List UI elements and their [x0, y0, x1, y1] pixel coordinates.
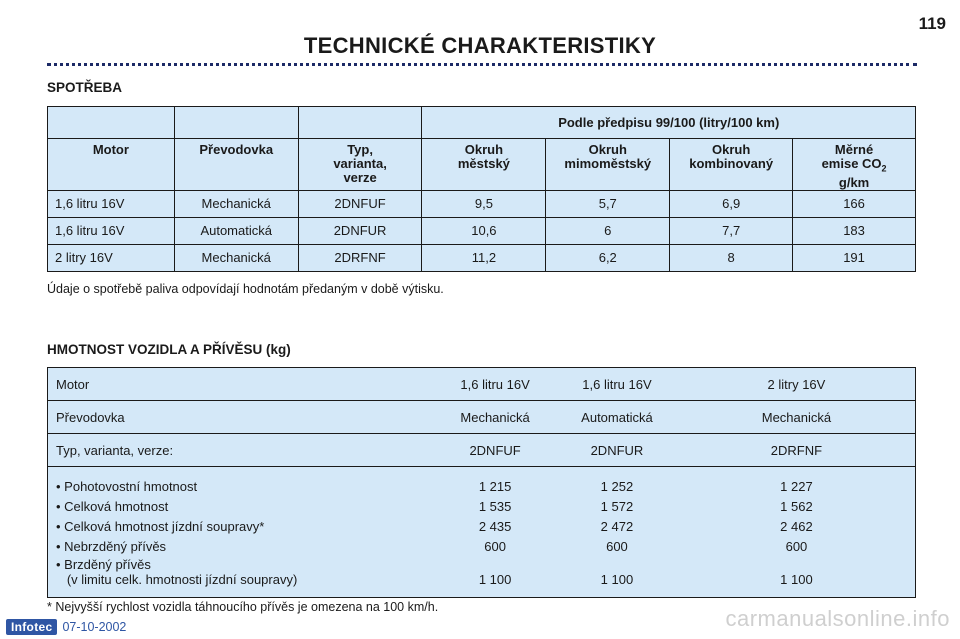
spacer — [678, 557, 915, 572]
list-item — [434, 537, 556, 557]
header-line — [546, 157, 669, 171]
list-item — [678, 497, 915, 517]
table-cell: 1,6 litru 16V — [556, 368, 678, 401]
table-cell: Automatická — [556, 401, 678, 434]
consumption-column-header — [670, 139, 793, 191]
table-cell: 6,2 — [546, 244, 670, 271]
consumption-column-header — [298, 139, 422, 191]
table-cell: 2DNFUF — [298, 190, 422, 217]
consumption-section-title: SPOTŘEBA — [47, 80, 123, 95]
header-text: g/km — [838, 174, 870, 190]
list-item — [556, 537, 678, 557]
item-value: 1 252 — [600, 479, 634, 494]
table-cell: 5,7 — [546, 190, 670, 217]
header-line — [299, 171, 422, 185]
watermark: carmanualsonline.info — [725, 606, 950, 631]
header-text: Typ, — [347, 142, 373, 157]
table-cell: 183 — [793, 217, 916, 244]
table-cell: Mechanická — [678, 401, 916, 434]
table-cell: 2DRFNF — [678, 434, 916, 467]
header-text: Okruh — [464, 142, 504, 157]
header-text: verze — [343, 170, 377, 185]
item-label: • Pohotovostní hmotnost — [56, 479, 198, 494]
table-cell: 9,5 — [422, 190, 546, 217]
item-label: • Brzděný přívěs — [56, 557, 151, 572]
header-line — [422, 143, 545, 157]
list-item — [678, 537, 915, 557]
weight-items-row — [48, 467, 916, 598]
header-text: mimoměstský — [564, 156, 652, 171]
list-item — [678, 517, 915, 537]
empty-header-cell — [174, 107, 298, 139]
item-value: 2 472 — [600, 519, 634, 534]
page-title: TECHNICKÉ CHARAKTERISTIKY — [303, 33, 657, 58]
row-label: Typ, varianta, verze: — [48, 434, 435, 467]
list-item — [56, 537, 434, 557]
header-line — [546, 143, 669, 157]
infotec-logo: Infotec — [6, 619, 57, 635]
table-cell: 2DRFNF — [298, 244, 422, 271]
table-cell: 2 litry 16V — [678, 368, 916, 401]
table-cell: 2 litry 16V — [48, 244, 175, 271]
weight-footnote: * Nejvyšší rychlost vozidla táhnoucího přívěs je omezena na 100 km/h. — [47, 600, 439, 614]
table-row — [48, 368, 916, 401]
table-cell: Automatická — [174, 217, 298, 244]
table-row — [48, 217, 916, 244]
item-value: 2 462 — [780, 519, 813, 534]
table-row — [48, 401, 916, 434]
page-number: 119 — [918, 14, 946, 33]
list-item — [434, 517, 556, 537]
empty-header-cell — [298, 107, 422, 139]
table-cell: 11,2 — [422, 244, 546, 271]
consumption-column-header-row — [48, 139, 916, 191]
list-item — [556, 517, 678, 537]
weight-item-labels — [48, 467, 435, 598]
consumption-table — [47, 106, 916, 272]
header-line — [793, 143, 915, 157]
table-row — [48, 190, 916, 217]
item-value: 1 215 — [478, 479, 512, 494]
list-item — [434, 477, 556, 497]
co2-subscript: 2 — [881, 163, 887, 174]
list-item — [434, 497, 556, 517]
item-value: 600 — [606, 539, 628, 554]
consumption-table-body — [48, 190, 916, 271]
list-item — [678, 477, 915, 497]
table-cell: 7,7 — [670, 217, 793, 244]
table-cell: 10,6 — [422, 217, 546, 244]
item-value: 1 227 — [780, 479, 813, 494]
table-cell: 6,9 — [670, 190, 793, 217]
list-item — [678, 557, 915, 591]
item-value: 1 100 — [600, 572, 634, 587]
item-value: 1 562 — [780, 499, 813, 514]
item-value: 1 535 — [478, 499, 512, 514]
header-line — [670, 143, 792, 157]
table-row — [48, 244, 916, 271]
print-date: 07-10-2002 — [62, 620, 127, 634]
table-cell: 8 — [670, 244, 793, 271]
item-value: 600 — [785, 539, 808, 554]
list-item — [56, 557, 434, 591]
header-line — [299, 157, 422, 171]
table-cell: Mechanická — [434, 401, 556, 434]
weight-table-body — [48, 368, 916, 598]
list-item — [556, 477, 678, 497]
item-value: 600 — [484, 539, 506, 554]
header-line — [48, 143, 174, 157]
weight-table — [47, 367, 916, 598]
header-line — [299, 143, 422, 157]
row-label: Motor — [48, 368, 435, 401]
footer — [6, 619, 126, 635]
header-line — [175, 143, 298, 157]
table-cell: 1,6 litru 16V — [48, 217, 175, 244]
list-item — [556, 497, 678, 517]
consumption-column-header — [546, 139, 670, 191]
item-value: 1 572 — [600, 499, 634, 514]
consumption-group-header-row — [48, 107, 916, 139]
item-value: 1 100 — [780, 572, 813, 587]
header-text: emise CO — [821, 156, 882, 171]
item-label: (v limitu celk. hmotnosti jízdní soupravy) — [56, 572, 298, 587]
consumption-column-header — [793, 139, 916, 191]
header-line — [793, 176, 915, 190]
table-cell: Mechanická — [174, 190, 298, 217]
weight-item-values — [678, 467, 916, 598]
table-cell: 1,6 litru 16V — [48, 190, 175, 217]
item-label: • Celková hmotnost jízdní soupravy* — [56, 519, 265, 534]
weight-item-values — [434, 467, 556, 598]
item-value: 1 100 — [478, 572, 512, 587]
table-cell: 191 — [793, 244, 916, 271]
header-line — [670, 157, 792, 171]
table-cell: 6 — [546, 217, 670, 244]
consumption-column-header — [422, 139, 546, 191]
spacer — [434, 557, 556, 572]
item-label: • Celková hmotnost — [56, 499, 169, 514]
header-text: Převodovka — [199, 142, 274, 157]
dotted-divider — [47, 63, 917, 66]
table-cell: 2DNFUR — [556, 434, 678, 467]
header-text: kombinovaný — [689, 156, 774, 171]
consumption-group-header: Podle předpisu 99/100 (litry/100 km) — [422, 107, 916, 139]
empty-header-cell — [48, 107, 175, 139]
header-text: městský — [457, 156, 510, 171]
table-cell: 2DNFUF — [434, 434, 556, 467]
list-item — [56, 517, 434, 537]
table-cell: Mechanická — [174, 244, 298, 271]
header-text: Měrné — [834, 142, 874, 157]
header-text: Okruh — [712, 142, 751, 157]
header-line — [422, 157, 545, 171]
table-cell: 1,6 litru 16V — [434, 368, 556, 401]
header-text: Okruh — [588, 142, 627, 157]
item-label: • Nebrzděný přívěs — [56, 539, 167, 554]
consumption-note: Údaje o spotřebě paliva odpovídají hodnotám předaným v době výtisku. — [47, 282, 444, 296]
table-cell: 166 — [793, 190, 916, 217]
list-item — [556, 557, 678, 591]
table-cell: 2DNFUR — [298, 217, 422, 244]
list-item — [56, 477, 434, 497]
item-value: 2 435 — [478, 519, 512, 534]
weight-section-title: HMOTNOST VOZIDLA A PŘÍVĚSU (kg) — [47, 342, 291, 357]
header-text: Motor — [92, 142, 129, 157]
consumption-column-header — [48, 139, 175, 191]
consumption-column-header — [174, 139, 298, 191]
weight-item-values — [556, 467, 678, 598]
spacer — [556, 557, 678, 572]
list-item — [434, 557, 556, 591]
row-label: Převodovka — [48, 401, 435, 434]
list-item — [56, 497, 434, 517]
header-text: varianta, — [333, 156, 387, 171]
header-line — [793, 157, 915, 176]
table-row — [48, 434, 916, 467]
